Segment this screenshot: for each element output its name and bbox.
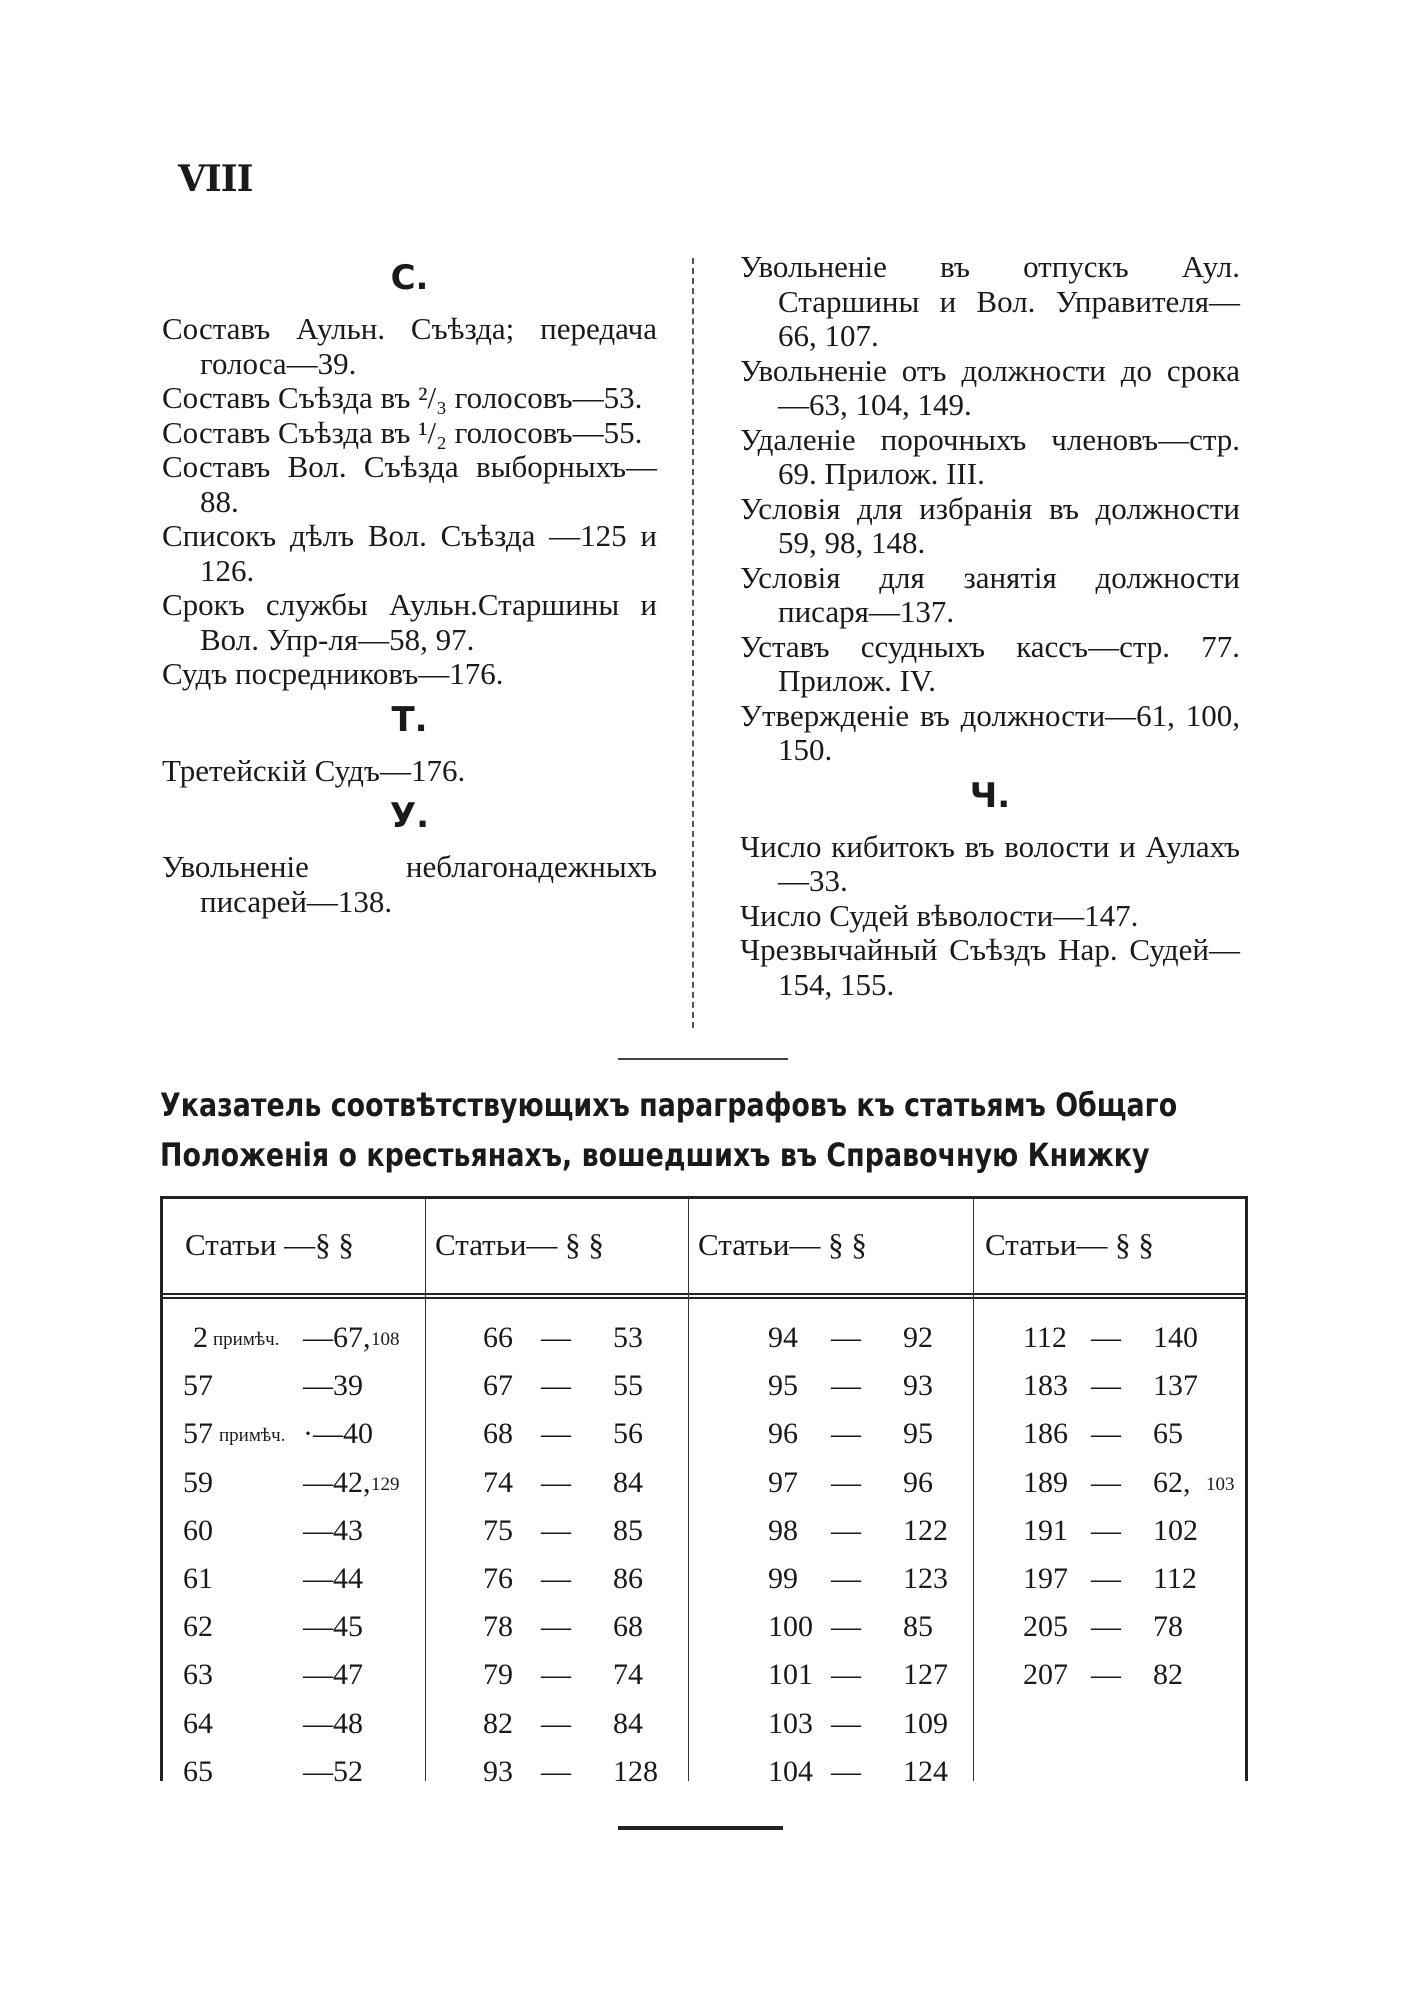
table-column-header: Статьи— § §: [435, 1227, 604, 1262]
article-number: 95: [768, 1369, 798, 1403]
index-letter-heading: С.: [390, 258, 429, 298]
article-number: 207: [1023, 1658, 1068, 1692]
index-entry: Срокъ службы Аульн.Старшины и Вол. Упр-ля—58, 97.: [162, 587, 657, 657]
dash: —: [541, 1321, 571, 1354]
index-entry: Условія для избранія въ должности 59, 98, 148.: [740, 490, 1240, 560]
article-number: 74: [483, 1465, 513, 1499]
paragraph-number: 122: [903, 1513, 948, 1547]
column-divider: [692, 258, 694, 1028]
dash: —: [831, 1513, 861, 1547]
paragraph-number: —52: [303, 1754, 363, 1788]
paragraph-number: 85: [903, 1610, 933, 1644]
index-entry: Судъ посредниковъ—176.: [162, 656, 504, 691]
article-number: 189: [1023, 1465, 1068, 1499]
dash: —: [831, 1417, 861, 1451]
dash: —: [1091, 1417, 1121, 1451]
article-number: 100: [768, 1610, 813, 1644]
article-number: 93: [483, 1754, 513, 1788]
dash: —: [541, 1417, 571, 1451]
separator-rule: [618, 1058, 788, 1060]
article-number: 67: [483, 1369, 513, 1403]
index-letter-heading: Ч.: [969, 775, 1011, 816]
paragraph-number: 78: [1153, 1610, 1183, 1644]
dash: —: [1091, 1513, 1121, 1547]
paragraph-number: 74: [613, 1658, 643, 1692]
article-number: 76: [483, 1561, 513, 1595]
article-number: 197: [1023, 1561, 1068, 1595]
end-rule: [618, 1826, 783, 1830]
paragraph-number: 93: [903, 1369, 933, 1403]
article-number: 82: [483, 1706, 513, 1740]
article-number: 96: [768, 1417, 798, 1451]
paragraph-number: —42,: [303, 1465, 371, 1499]
dash: —: [831, 1658, 861, 1692]
index-column-left: [162, 250, 657, 919]
paragraph-number: 86: [613, 1561, 643, 1595]
index-entry: Увольненіе въ отпускъ Аул. Старшины и Вол. Управителя—66, 107.: [740, 249, 1240, 353]
dash: —: [831, 1610, 861, 1644]
index-letter-heading: Т.: [391, 699, 428, 740]
index-entry: Чрезвычайный Съѣздъ Нар. Судей—154, 155.: [740, 932, 1240, 1002]
paragraph-number: 92: [903, 1321, 933, 1354]
paragraph-number-secondary: 103: [1206, 1473, 1235, 1495]
index-entry: Условія для занятія должности писаря—137.: [740, 559, 1240, 629]
index-entry: Составъ Вол. Съѣзда выборныхъ—88.: [162, 449, 657, 519]
paragraph-number: —45: [303, 1610, 363, 1644]
index-entry: Уставъ ссудныхъ кассъ—стр. 77. Прилож. IV.: [740, 628, 1240, 698]
table-column-header: Статьи —§ §: [185, 1227, 354, 1262]
dash: —: [831, 1754, 861, 1788]
index-entry: Составъ Съѣзда въ ¹/₂ голосовъ—55.: [162, 414, 643, 450]
note-label: примѣч.: [213, 1329, 280, 1350]
index-entry: Увольненіе неблагонадежныхъ писарей—138.: [162, 849, 657, 919]
dash: —: [541, 1561, 571, 1595]
article-number: 63: [183, 1658, 213, 1692]
article-number: 101: [768, 1658, 813, 1692]
dash: —: [1091, 1561, 1121, 1595]
article-number: 205: [1023, 1610, 1068, 1644]
section-title: Указатель соотвѣтствующихъ параграфовъ къ статьямъ Общаго Положенія о крестьянахъ, вошедшихъ въ Справочную Книжку: [160, 1086, 1178, 1174]
article-number: 103: [768, 1706, 813, 1740]
dash: —: [541, 1658, 571, 1692]
dash: —: [831, 1465, 861, 1499]
paragraph-number: —44: [303, 1561, 363, 1595]
article-number: 112: [1023, 1321, 1067, 1354]
article-number: 62: [183, 1610, 213, 1644]
paragraph-number: 95: [903, 1417, 933, 1451]
dash: —: [541, 1754, 571, 1788]
paragraph-number: 137: [1153, 1369, 1198, 1403]
dash: —: [1091, 1658, 1121, 1692]
paragraph-number: —43: [303, 1513, 363, 1547]
paragraph-number: 84: [613, 1706, 643, 1740]
article-number: 186: [1023, 1417, 1068, 1451]
article-number: 97: [768, 1465, 798, 1499]
paragraph-number: 123: [903, 1561, 948, 1595]
table-column-header: Статьи— § §: [698, 1227, 867, 1262]
article-number: 2: [193, 1321, 208, 1354]
article-number: 57: [183, 1417, 213, 1451]
paragraph-number: 96: [903, 1465, 933, 1499]
paragraph-number: 62,: [1153, 1465, 1191, 1499]
article-number: 60: [183, 1513, 213, 1547]
dash: —: [831, 1561, 861, 1595]
paragraph-number: 112: [1153, 1561, 1197, 1595]
dash: —: [541, 1513, 571, 1547]
paragraph-number: 68: [613, 1610, 643, 1644]
column-divider: [973, 1199, 974, 1781]
dash: —: [541, 1706, 571, 1740]
dash: —: [1091, 1610, 1121, 1644]
article-number: 68: [483, 1417, 513, 1451]
article-number: 64: [183, 1706, 213, 1740]
dash: —: [1091, 1321, 1121, 1354]
paragraph-number: ·—40: [303, 1417, 373, 1451]
article-number: 104: [768, 1754, 813, 1788]
paragraph-number: 124: [903, 1754, 948, 1788]
index-entry: Удаленіе порочныхъ членовъ—стр. 69. Прилож. III.: [740, 421, 1240, 491]
dash: —: [831, 1706, 861, 1740]
paragraph-number: 127: [903, 1658, 948, 1692]
column-divider: [688, 1199, 689, 1781]
paragraph-number: —48: [303, 1706, 363, 1740]
dash: —: [1091, 1465, 1121, 1499]
article-number: 79: [483, 1658, 513, 1692]
article-number: 78: [483, 1610, 513, 1644]
article-number: 66: [483, 1321, 513, 1354]
article-number: 61: [183, 1561, 213, 1595]
paragraph-number: 140: [1153, 1321, 1198, 1354]
paragraph-number: —67,: [303, 1321, 371, 1354]
dash: —: [1091, 1369, 1121, 1403]
column-divider: [425, 1199, 426, 1781]
dash: —: [541, 1610, 571, 1644]
article-number: 191: [1023, 1513, 1068, 1547]
paragraph-number: —39: [303, 1369, 363, 1403]
dash: —: [831, 1369, 861, 1403]
paragraph-number: 82: [1153, 1658, 1183, 1692]
dash: —: [831, 1321, 861, 1354]
paragraph-number: 109: [903, 1706, 948, 1740]
article-number: 57: [183, 1369, 213, 1403]
paragraph-number: 55: [613, 1369, 643, 1403]
paragraph-number: 85: [613, 1513, 643, 1547]
paragraph-number: 53: [613, 1321, 643, 1354]
index-entry: Число кибитокъ въ волости и Аулахъ—33.: [740, 828, 1240, 898]
page-number: VIII: [178, 158, 253, 200]
paragraph-number: 65: [1153, 1417, 1183, 1451]
article-number: 99: [768, 1561, 798, 1595]
paragraph-number: 84: [613, 1465, 643, 1499]
index-entry: Составъ Аульн. Съѣзда; передача голоса—39.: [162, 311, 657, 381]
article-number: 59: [183, 1465, 213, 1499]
index-letter-heading: У.: [389, 796, 430, 836]
dash: —: [541, 1465, 571, 1499]
article-number: 94: [768, 1321, 798, 1354]
index-entry: Третейскій Судъ—176.: [162, 752, 466, 788]
index-entry: Увольненіе отъ должности до срока—63, 104, 149.: [740, 352, 1240, 422]
article-number: 65: [183, 1754, 213, 1788]
paragraph-number: 102: [1153, 1513, 1198, 1547]
paragraph-number: 128: [613, 1754, 658, 1788]
dash: —: [541, 1369, 571, 1403]
index-entry: Число Судей вѣволости—147.: [740, 897, 1139, 933]
table-column-header: Статьи— § §: [985, 1227, 1154, 1262]
paragraph-number-secondary: 129: [371, 1473, 400, 1495]
index-column-right: [740, 250, 1240, 1002]
paragraph-number: 56: [613, 1417, 643, 1451]
paragraph-number-secondary: 108: [371, 1329, 400, 1350]
article-number: 75: [483, 1513, 513, 1547]
index-entry: Списокъ дѣлъ Вол. Съѣзда —125 и 126.: [162, 518, 657, 588]
article-number: 98: [768, 1513, 798, 1547]
index-entry: Утвержденіе въ должности—61, 100, 150.: [740, 697, 1240, 767]
note-label: примѣч.: [219, 1425, 286, 1447]
paragraph-table: [160, 1196, 1248, 1788]
paragraph-number: —47: [303, 1658, 363, 1692]
index-entry: Составъ Съѣзда въ ²/₃ голосовъ—53.: [162, 380, 643, 415]
article-number: 183: [1023, 1369, 1068, 1403]
